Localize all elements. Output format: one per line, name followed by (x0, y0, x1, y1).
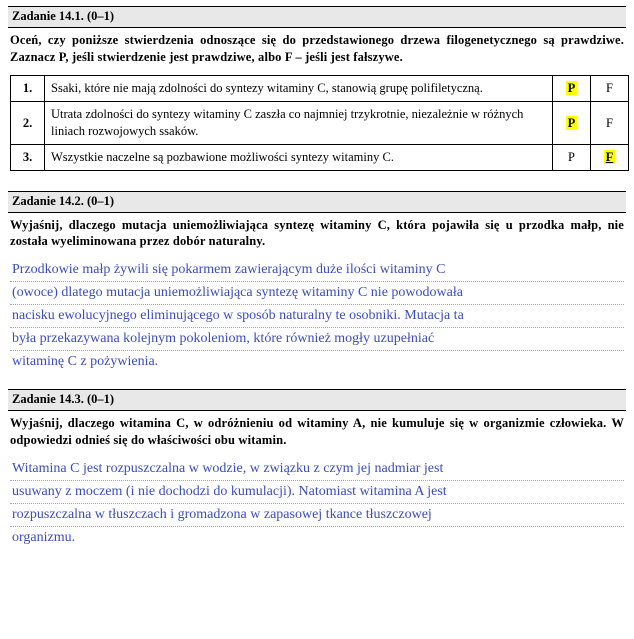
row-number: 1. (11, 76, 45, 102)
row-statement: Utrata zdolności do syntezy witaminy C zaszła co najmniej trzykrotnie, niezależnie w różnych liniach rozwojowych ssaków. (45, 102, 553, 145)
option-f-label: F (606, 115, 613, 130)
option-f-label: F (606, 81, 613, 96)
option-p-label: P (568, 150, 575, 164)
row-statement: Wszystkie naczelne są pozbawione możliwości syntezy witaminy C. (45, 145, 553, 171)
option-p-row-2[interactable] (553, 102, 591, 145)
option-p-row-1[interactable] (553, 76, 591, 102)
answer-area-14-2[interactable] (8, 257, 626, 373)
answer-line: (owoce) dlatego mutacja uniemożliwiająca syntezę witaminy C nie powodowała (10, 282, 624, 305)
table-row (11, 76, 629, 102)
option-f-label: F (605, 150, 614, 164)
statements-table-wrap (8, 67, 626, 175)
option-f-row-2[interactable] (591, 102, 629, 145)
answer-line: usuwany z moczem (i nie dochodzi do kumulacji). Natomiast witamina A jest (10, 481, 624, 504)
answer-area-14-3[interactable] (8, 456, 626, 549)
table-row (11, 102, 629, 145)
table-row (11, 145, 629, 171)
option-p-label: P (567, 81, 576, 96)
task-prompt-14-3: Wyjaśnij, dlaczego witamina C, w odróżnieniu od witaminy A, nie kumuluje się w organizmie człowieka. W odpowiedzi odnieś się do właściwości obu witamin. (10, 415, 624, 447)
task-header-14-1: Zadanie 14.1. (0–1) (8, 6, 626, 28)
row-number: 2. (11, 102, 45, 145)
task-header-14-2: Zadanie 14.2. (0–1) (8, 191, 626, 213)
task-prompt-14-2: Wyjaśnij, dlaczego mutacja uniemożliwiająca syntezę witaminy C, która pojawiła się u przodka małp, nie została wyeliminowana przez dobór naturalny. (10, 217, 624, 249)
task-prompt-14-1: Oceń, czy poniższe stwierdzenia odnoszące się do przedstawionego drzewa filogenetycznego są prawdziwe. Zaznacz P, jeśli stwierdzenie jest prawdziwe, albo F – jeśli jest fałszywe. (10, 32, 624, 64)
section-spacer (8, 175, 626, 191)
answer-line: witaminę C z pożywienia. (12, 354, 159, 370)
row-statement: Ssaki, które nie mają zdolności do syntezy witaminy C, stanowią grupę polifiletyczną. (45, 76, 553, 102)
option-p-label: P (567, 115, 576, 130)
section-spacer (8, 373, 626, 389)
option-f-row-1[interactable] (591, 76, 629, 102)
answer-line: organizmu. (12, 529, 76, 545)
row-number: 3. (11, 145, 45, 171)
answer-line: rozpuszczalna w tłuszczach i gromadzona w zapasowej tkance tłuszczowej (10, 504, 624, 527)
answer-line: Przodkowie małp żywili się pokarmem zawierającym duże ilości witaminy C (10, 259, 624, 282)
answer-line: nacisku ewolucyjnego eliminującego w sposób naturalny te osobniki. Mutacja ta (10, 305, 624, 328)
statements-table (10, 75, 629, 171)
option-f-row-3[interactable] (591, 145, 629, 171)
task-header-14-3: Zadanie 14.3. (0–1) (8, 389, 626, 411)
answer-line: była przekazywana kolejnym pokoleniom, które również mogły uzupełniać (10, 328, 624, 351)
answer-line: Witamina C jest rozpuszczalna w wodzie, w związku z czym jej nadmiar jest (10, 458, 624, 481)
option-p-row-3[interactable] (553, 145, 591, 171)
